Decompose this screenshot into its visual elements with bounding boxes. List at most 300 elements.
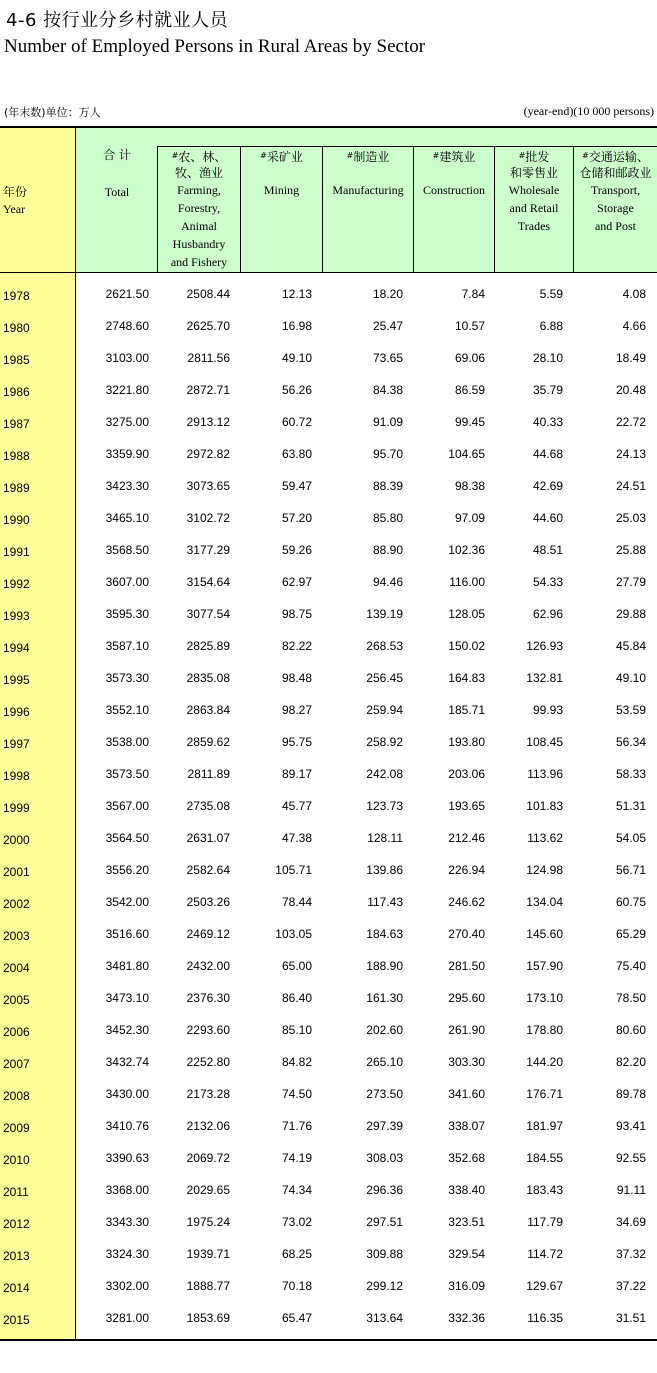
header-rule <box>0 272 657 273</box>
cell-mining: 98.48 <box>281 671 312 685</box>
table-row <box>0 279 657 311</box>
header-farming-mark: # <box>171 151 179 160</box>
cell-mining: 63.80 <box>281 447 312 461</box>
cell-total: 2748.60 <box>105 319 149 333</box>
header-manufacturing-cn: 制造业 <box>353 150 390 164</box>
table-row <box>0 1015 657 1047</box>
cell-farming: 2835.08 <box>186 671 230 685</box>
table-row <box>0 439 657 471</box>
cell-transport: 24.13 <box>615 447 646 461</box>
cell-manufacturing: 85.80 <box>372 511 403 525</box>
cell-total: 3390.63 <box>105 1151 149 1165</box>
cell-transport: 92.55 <box>615 1151 646 1165</box>
cell-construction: 104.65 <box>448 447 485 461</box>
cell-construction: 7.84 <box>461 287 485 301</box>
cell-wholesale: 35.79 <box>532 383 563 397</box>
header-manufacturing-mark: # <box>346 151 354 160</box>
table-row <box>0 311 657 343</box>
cell-total: 3556.20 <box>105 863 149 877</box>
table-row <box>0 471 657 503</box>
cell-wholesale: 129.67 <box>526 1279 563 1293</box>
cell-wholesale: 113.96 <box>527 767 563 781</box>
cell-mining: 103.05 <box>275 927 312 941</box>
table-row <box>0 1303 657 1335</box>
cell-farming: 2972.82 <box>186 447 230 461</box>
table-row <box>0 887 657 919</box>
cell-wholesale: 124.98 <box>526 863 563 877</box>
header-wholesale-en1: Wholesale <box>508 183 560 197</box>
cell-total: 3607.00 <box>105 575 149 589</box>
cell-mining: 105.71 <box>275 863 312 877</box>
header-farming-en3: Animal <box>181 219 217 233</box>
cell-transport: 31.51 <box>615 1311 646 1325</box>
cell-mining: 95.75 <box>281 735 312 749</box>
cell-total: 3281.00 <box>105 1311 149 1325</box>
cell-wholesale: 144.20 <box>526 1055 563 1069</box>
cell-total: 3564.50 <box>105 831 149 845</box>
cell-wholesale: 54.33 <box>532 575 563 589</box>
cell-wholesale: 157.90 <box>526 959 563 973</box>
cell-transport: 25.03 <box>615 511 646 525</box>
cell-manufacturing: 73.65 <box>372 351 403 365</box>
table-row <box>0 727 657 759</box>
row-year: 1994 <box>3 641 30 655</box>
table-row <box>0 823 657 855</box>
cell-wholesale: 113.62 <box>527 831 563 845</box>
cell-farming: 2863.84 <box>186 703 230 717</box>
table-row <box>0 1047 657 1079</box>
header-manufacturing <box>323 149 413 199</box>
cell-construction: 99.45 <box>454 415 485 429</box>
cell-construction: 128.05 <box>448 607 485 621</box>
header-total-cn: 合 计 <box>103 148 131 162</box>
cell-construction: 338.40 <box>448 1183 485 1197</box>
cell-transport: 78.50 <box>615 991 646 1005</box>
cell-farming: 3154.64 <box>186 575 230 589</box>
cell-mining: 84.82 <box>281 1055 312 1069</box>
cell-manufacturing: 88.90 <box>372 543 403 557</box>
cell-total: 3103.00 <box>105 351 149 365</box>
cell-transport: 4.08 <box>622 287 646 301</box>
cell-total: 3568.50 <box>105 543 149 557</box>
cell-total: 3275.00 <box>105 415 149 429</box>
cell-farming: 1975.24 <box>186 1215 230 1229</box>
table-row <box>0 663 657 695</box>
cell-farming: 2029.65 <box>186 1183 230 1197</box>
cell-manufacturing: 161.30 <box>366 991 403 1005</box>
table-row <box>0 983 657 1015</box>
header-wholesale-mark: # <box>518 151 526 160</box>
top-rule <box>0 126 657 128</box>
cell-mining: 98.75 <box>281 607 312 621</box>
header-farming-en5: and Fishery <box>170 255 228 269</box>
cell-farming: 2252.80 <box>186 1055 230 1069</box>
cell-mining: 60.72 <box>281 415 312 429</box>
cell-total: 3573.30 <box>105 671 149 685</box>
cell-construction: 323.51 <box>448 1215 485 1229</box>
cell-farming: 1853.69 <box>186 1311 230 1325</box>
cell-farming: 2293.60 <box>186 1023 230 1037</box>
cell-construction: 102.36 <box>448 543 485 557</box>
unit-note-chinese: (年末数)单位：万人 <box>4 106 101 119</box>
row-year: 1980 <box>3 321 30 335</box>
header-farming-en1: Farming, <box>177 183 221 197</box>
cell-farming: 2432.00 <box>186 959 230 973</box>
cell-wholesale: 40.33 <box>532 415 563 429</box>
cell-manufacturing: 91.09 <box>372 415 403 429</box>
cell-farming: 2173.28 <box>186 1087 230 1101</box>
header-wholesale-cn1: 批发 <box>525 150 550 164</box>
cell-transport: 34.69 <box>615 1215 646 1229</box>
cell-mining: 74.34 <box>281 1183 312 1197</box>
cell-manufacturing: 184.63 <box>366 927 403 941</box>
cell-farming: 2508.44 <box>186 287 230 301</box>
cell-transport: 18.49 <box>615 351 646 365</box>
cell-manufacturing: 313.64 <box>366 1311 403 1325</box>
table-row <box>0 951 657 983</box>
cell-total: 3324.30 <box>105 1247 149 1261</box>
cell-manufacturing: 265.10 <box>366 1055 403 1069</box>
row-year: 2015 <box>3 1313 30 1327</box>
table-title-chinese: 4-6 按行业分乡村就业人员 <box>6 10 229 31</box>
cell-manufacturing: 18.20 <box>372 287 403 301</box>
cell-wholesale: 6.88 <box>539 319 563 333</box>
cell-wholesale: 178.80 <box>526 1023 563 1037</box>
header-transport-cn2: 仓储和邮政业 <box>579 166 652 180</box>
cell-mining: 70.18 <box>281 1279 312 1293</box>
cell-transport: 60.75 <box>615 895 646 909</box>
cell-mining: 65.00 <box>281 959 312 973</box>
cell-wholesale: 134.04 <box>526 895 563 909</box>
header-wholesale <box>495 149 573 235</box>
cell-total: 3516.60 <box>105 927 149 941</box>
table-row <box>0 855 657 887</box>
cell-total: 3221.80 <box>105 383 149 397</box>
cell-transport: 24.51 <box>615 479 646 493</box>
header-transport-en2: Storage <box>597 201 634 215</box>
cell-construction: 329.54 <box>448 1247 485 1261</box>
cell-construction: 203.06 <box>448 767 485 781</box>
cell-construction: 226.94 <box>448 863 485 877</box>
header-mining-mark: # <box>260 151 267 160</box>
row-year: 1993 <box>3 609 30 623</box>
cell-construction: 246.62 <box>448 895 485 909</box>
cell-farming: 1888.77 <box>186 1279 230 1293</box>
cell-wholesale: 176.71 <box>526 1087 563 1101</box>
table-row <box>0 791 657 823</box>
cell-construction: 295.60 <box>448 991 485 1005</box>
cell-mining: 59.26 <box>281 543 312 557</box>
cell-construction: 150.02 <box>448 639 485 653</box>
cell-construction: 338.07 <box>448 1119 485 1133</box>
cell-wholesale: 44.68 <box>532 447 563 461</box>
cell-manufacturing: 297.51 <box>366 1215 403 1229</box>
cell-transport: 58.33 <box>615 767 646 781</box>
cell-total: 3410.76 <box>105 1119 149 1133</box>
cell-manufacturing: 242.08 <box>366 767 403 781</box>
cell-total: 3465.10 <box>105 511 149 525</box>
cell-construction: 193.80 <box>448 735 485 749</box>
cell-construction: 316.09 <box>448 1279 485 1293</box>
cell-farming: 2376.30 <box>186 991 230 1005</box>
cell-farming: 2913.12 <box>186 415 230 429</box>
cell-total: 3587.10 <box>105 639 149 653</box>
cell-total: 3430.00 <box>105 1087 149 1101</box>
cell-construction: 212.46 <box>448 831 485 845</box>
cell-transport: 56.71 <box>615 863 646 877</box>
row-year: 2007 <box>3 1057 30 1071</box>
table-title-english: Number of Employed Persons in Rural Areas by Sector <box>4 36 426 57</box>
header-construction <box>414 149 494 199</box>
cell-construction: 303.30 <box>448 1055 485 1069</box>
cell-transport: 82.20 <box>615 1055 646 1069</box>
cell-mining: 49.10 <box>281 351 312 365</box>
row-year: 2011 <box>3 1185 29 1199</box>
table-row <box>0 1271 657 1303</box>
cell-total: 3423.30 <box>105 479 149 493</box>
cell-total: 3359.90 <box>105 447 149 461</box>
cell-farming: 3073.65 <box>186 479 230 493</box>
header-wholesale-cn2: 和零售业 <box>509 166 558 180</box>
cell-total: 3567.00 <box>105 799 149 813</box>
table-row <box>0 503 657 535</box>
cell-transport: 37.32 <box>615 1247 646 1261</box>
cell-wholesale: 181.97 <box>526 1119 563 1133</box>
cell-transport: 37.22 <box>615 1279 646 1293</box>
cell-mining: 89.17 <box>281 767 312 781</box>
cell-mining: 59.47 <box>281 479 312 493</box>
cell-mining: 98.27 <box>281 703 312 717</box>
cell-transport: 93.41 <box>615 1119 646 1133</box>
cell-transport: 54.05 <box>615 831 646 845</box>
cell-farming: 2631.07 <box>186 831 230 845</box>
cell-manufacturing: 139.86 <box>366 863 403 877</box>
cell-construction: 270.40 <box>448 927 485 941</box>
cell-transport: 27.79 <box>615 575 646 589</box>
cell-construction: 332.36 <box>448 1311 485 1325</box>
cell-transport: 4.66 <box>622 319 646 333</box>
cell-wholesale: 183.43 <box>526 1183 563 1197</box>
cell-farming: 2811.89 <box>187 767 230 781</box>
row-year: 2014 <box>3 1281 30 1295</box>
header-construction-mark: # <box>432 151 440 160</box>
table-row <box>0 375 657 407</box>
cell-wholesale: 108.45 <box>526 735 563 749</box>
table-row <box>0 1175 657 1207</box>
row-year: 2008 <box>3 1089 30 1103</box>
cell-mining: 16.98 <box>281 319 312 333</box>
cell-mining: 86.40 <box>281 991 312 1005</box>
table-row <box>0 631 657 663</box>
header-mining <box>241 149 322 199</box>
table-row <box>0 1079 657 1111</box>
table-row <box>0 1239 657 1271</box>
header-transport <box>574 149 657 235</box>
cell-farming: 2859.62 <box>186 735 230 749</box>
cell-wholesale: 42.69 <box>532 479 563 493</box>
row-year: 1999 <box>3 801 30 815</box>
cell-farming: 2735.08 <box>186 799 230 813</box>
cell-wholesale: 184.55 <box>526 1151 563 1165</box>
cell-wholesale: 173.10 <box>526 991 563 1005</box>
cell-farming: 2582.64 <box>186 863 230 877</box>
cell-manufacturing: 94.46 <box>372 575 403 589</box>
header-farming-cn1: 农、林、 <box>178 150 227 164</box>
header-transport-cn1: 交通运输、 <box>588 150 649 164</box>
cell-construction: 86.59 <box>454 383 485 397</box>
cell-farming: 2132.06 <box>186 1119 230 1133</box>
header-wholesale-en3: Trades <box>517 219 551 233</box>
cell-transport: 20.48 <box>615 383 646 397</box>
header-transport-en1: Transport, <box>590 183 641 197</box>
row-year: 2009 <box>3 1121 30 1135</box>
bottom-rule <box>0 1339 657 1341</box>
cell-total: 3481.80 <box>105 959 149 973</box>
cell-wholesale: 116.35 <box>527 1311 563 1325</box>
row-year: 1989 <box>3 481 30 495</box>
row-year: 1990 <box>3 513 30 527</box>
row-year: 1997 <box>3 737 30 751</box>
cell-construction: 261.90 <box>448 1023 485 1037</box>
cell-farming: 2503.26 <box>186 895 230 909</box>
cell-total: 3452.30 <box>105 1023 149 1037</box>
cell-construction: 116.00 <box>449 575 485 589</box>
cell-construction: 281.50 <box>448 959 485 973</box>
cell-total: 3552.10 <box>105 703 149 717</box>
table-row <box>0 407 657 439</box>
cell-transport: 65.29 <box>615 927 646 941</box>
table-row <box>0 695 657 727</box>
cell-wholesale: 117.79 <box>527 1215 563 1229</box>
cell-total: 3302.00 <box>105 1279 149 1293</box>
cell-manufacturing: 256.45 <box>366 671 403 685</box>
cell-mining: 47.38 <box>281 831 312 845</box>
cell-mining: 78.44 <box>281 895 312 909</box>
cell-mining: 68.25 <box>281 1247 312 1261</box>
header-farming-en4: Husbandry <box>172 237 226 251</box>
header-farming-en2: Forestry, <box>177 201 221 215</box>
table-row <box>0 759 657 791</box>
cell-construction: 185.71 <box>448 703 485 717</box>
header-wholesale-en2: and Retail <box>509 201 559 215</box>
cell-manufacturing: 299.12 <box>366 1279 403 1293</box>
header-year <box>3 184 27 218</box>
cell-wholesale: 132.81 <box>526 671 563 685</box>
row-year: 1996 <box>3 705 30 719</box>
cell-mining: 12.13 <box>281 287 312 301</box>
row-year: 2004 <box>3 961 30 975</box>
cell-mining: 62.97 <box>281 575 312 589</box>
cell-wholesale: 101.83 <box>526 799 563 813</box>
header-total <box>80 147 154 201</box>
cell-manufacturing: 297.39 <box>366 1119 403 1133</box>
cell-manufacturing: 95.70 <box>372 447 403 461</box>
cell-transport: 53.59 <box>615 703 646 717</box>
row-year: 1995 <box>3 673 30 687</box>
cell-mining: 73.02 <box>281 1215 312 1229</box>
header-mining-cn: 采矿业 <box>266 150 303 164</box>
row-year: 1978 <box>3 289 30 303</box>
cell-farming: 2469.12 <box>186 927 230 941</box>
cell-farming: 3077.54 <box>186 607 230 621</box>
header-transport-mark: # <box>582 151 589 160</box>
cell-transport: 80.60 <box>615 1023 646 1037</box>
table-row <box>0 343 657 375</box>
cell-wholesale: 5.59 <box>539 287 563 301</box>
cell-farming: 3102.72 <box>186 511 230 525</box>
cell-manufacturing: 258.92 <box>366 735 403 749</box>
cell-manufacturing: 259.94 <box>366 703 403 717</box>
table-row <box>0 919 657 951</box>
row-year: 2013 <box>3 1249 30 1263</box>
cell-transport: 56.34 <box>615 735 646 749</box>
cell-total: 3573.50 <box>105 767 149 781</box>
cell-manufacturing: 117.43 <box>367 895 403 909</box>
row-year: 1992 <box>3 577 30 591</box>
cell-mining: 65.47 <box>281 1311 312 1325</box>
cell-transport: 49.10 <box>615 671 646 685</box>
row-year: 1985 <box>3 353 30 367</box>
row-year: 2002 <box>3 897 30 911</box>
row-year: 1991 <box>3 545 30 559</box>
cell-construction: 97.09 <box>454 511 485 525</box>
cell-mining: 85.10 <box>281 1023 312 1037</box>
row-year: 2003 <box>3 929 30 943</box>
cell-total: 3432.74 <box>105 1055 149 1069</box>
cell-manufacturing: 84.38 <box>372 383 403 397</box>
cell-construction: 341.60 <box>448 1087 485 1101</box>
cell-mining: 57.20 <box>281 511 312 525</box>
cell-wholesale: 48.51 <box>532 543 563 557</box>
table-row <box>0 1111 657 1143</box>
cell-manufacturing: 139.19 <box>366 607 403 621</box>
cell-wholesale: 99.93 <box>532 703 563 717</box>
cell-manufacturing: 308.03 <box>366 1151 403 1165</box>
cell-farming: 2825.89 <box>186 639 230 653</box>
row-year: 2012 <box>3 1217 30 1231</box>
cell-transport: 29.88 <box>615 607 646 621</box>
cell-wholesale: 145.60 <box>526 927 563 941</box>
cell-mining: 82.22 <box>281 639 312 653</box>
cell-wholesale: 126.93 <box>526 639 563 653</box>
cell-transport: 91.11 <box>616 1183 646 1197</box>
cell-total: 3595.30 <box>105 607 149 621</box>
cell-construction: 69.06 <box>454 351 485 365</box>
table-body <box>0 279 657 1335</box>
cell-manufacturing: 202.60 <box>366 1023 403 1037</box>
cell-wholesale: 114.72 <box>527 1247 563 1261</box>
cell-wholesale: 28.10 <box>532 351 563 365</box>
cell-manufacturing: 123.73 <box>366 799 403 813</box>
cell-construction: 98.38 <box>454 479 485 493</box>
row-year: 1987 <box>3 417 30 431</box>
cell-transport: 25.88 <box>615 543 646 557</box>
cell-total: 3542.00 <box>105 895 149 909</box>
cell-transport: 89.78 <box>615 1087 646 1101</box>
cell-manufacturing: 273.50 <box>366 1087 403 1101</box>
cell-farming: 3177.29 <box>186 543 230 557</box>
cell-transport: 22.72 <box>615 415 646 429</box>
cell-total: 3368.00 <box>105 1183 149 1197</box>
header-year-en: Year <box>3 202 26 216</box>
row-year: 2010 <box>3 1153 30 1167</box>
cell-total: 3538.00 <box>105 735 149 749</box>
cell-transport: 51.31 <box>615 799 646 813</box>
header-construction-en: Construction <box>423 183 485 197</box>
row-year: 1986 <box>3 385 30 399</box>
header-farming-cn2: 牧、渔业 <box>174 166 223 180</box>
cell-manufacturing: 128.11 <box>367 831 403 845</box>
